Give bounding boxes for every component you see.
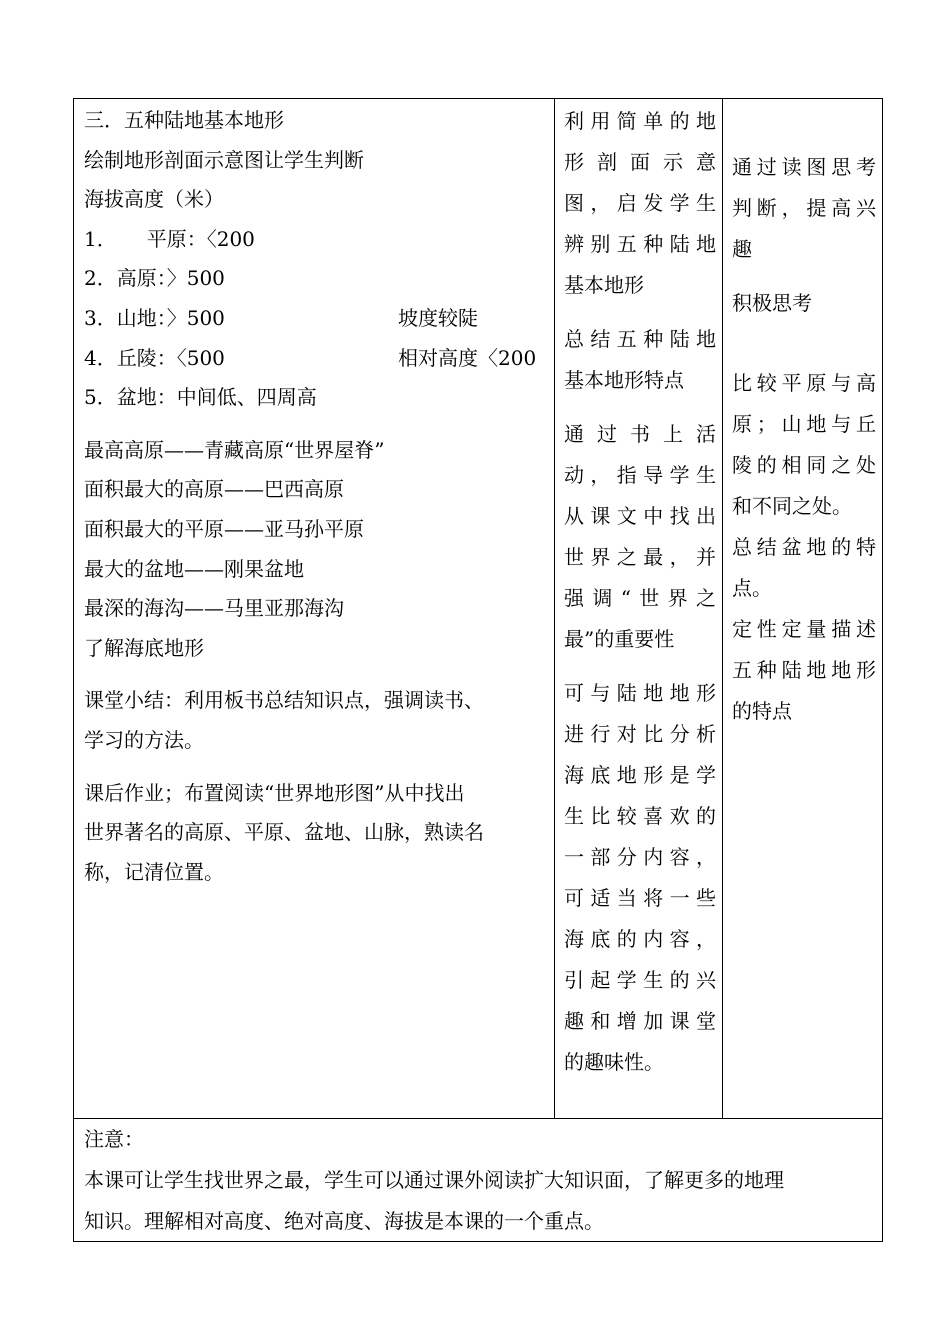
activity-line: 海底地形是学 [564,763,716,787]
altitude-label: 海拔高度（米） [84,187,224,212]
activity-line: 最”的重要性 [564,627,675,651]
activity-line: 通过书上活 [564,422,716,446]
student-line: 和不同之处。 [732,494,852,518]
student-line: 比较平原与高 [732,371,876,395]
student-line: 的特点 [732,699,792,723]
student-line: 陵的相同之处 [732,453,876,477]
landform-item: 3．山地：〉500 坡度较陡 [84,299,552,339]
summary-line: 学习的方法。 [84,727,204,752]
activity-line: 形剖面示意 [564,150,716,174]
activity-line: 生比较喜欢的 [564,804,716,828]
activity-line: 海底的内容， [564,927,716,951]
activity-line: 图，启发学生 [564,191,716,215]
homework-line: 世界著名的高原、平原、盆地、山脉，熟读名 [84,820,484,845]
activity-line: 世界之最，并 [564,545,716,569]
activity-line: 可与陆地地形 [564,681,716,705]
activity-line: 可适当将一些 [564,886,716,910]
activity-line: 基本地形特点 [564,368,684,392]
activity-line: 基本地形 [564,273,644,297]
notes-title: 注意： [84,1127,144,1151]
activity-line: 总结五种陆地 [564,327,716,351]
activity-line: 利用简单的地 [564,109,716,133]
column-divider [554,99,555,1118]
student-line: 点。 [732,576,772,600]
notes-line: 知识。理解相对高度、绝对高度、海拔是本课的一个重点。 [84,1209,604,1233]
notes-section [84,1119,876,1242]
activity-line: 强调“世界之 [564,586,716,610]
student-line: 总结盆地的特 [732,535,876,559]
summary-line: 课堂小结：利用板书总结知识点，强调读书、 [84,688,484,713]
student-activity-column [732,147,876,732]
column-divider [722,99,723,1118]
world-record: 最深的海沟——马里亚那海沟 [84,596,344,621]
landform-note: 坡度较陡 [398,305,478,330]
student-line: 五种陆地地形 [732,658,876,682]
notes-line: 本课可让学生找世界之最，学生可以通过课外阅读扩大知识面，了解更多的地理 [84,1168,784,1192]
landform-note: 相对高度〈200 [398,345,537,370]
student-line: 积极思考 [732,291,812,315]
landform-item: 2．高原：〉500 [84,266,225,291]
lesson-table [73,98,883,1242]
landform-item: 4．丘陵：〈500 相对高度〈200 [84,339,552,379]
activity-line: 动，指导学生 [564,463,716,487]
activity-line: 引起学生的兴 [564,968,716,992]
activity-line: 趣和增加课堂 [564,1009,716,1033]
activity-line: 一部分内容， [564,845,716,869]
world-record: 面积最大的平原——亚马孙平原 [84,516,364,541]
student-line: 通过读图思考 [732,155,876,179]
activity-line: 从课文中找出 [564,504,716,528]
activity-line: 的趣味性。 [564,1050,664,1074]
draw-instruction: 绘制地形剖面示意图让学生判断 [84,147,364,172]
student-line: 趣 [732,237,752,261]
world-record: 最大的盆地——刚果盆地 [84,556,304,581]
activity-line: 进行对比分析 [564,722,716,746]
world-record: 了解海底地形 [84,635,204,660]
teaching-content-column [84,101,552,892]
homework-line: 课后作业；布置阅读“世界地形图”从中找出 [84,780,465,805]
student-line: 定性定量描述 [732,617,876,641]
landform-item: 5．盆地：中间低、四周高 [84,385,317,410]
landform-item: 1． 平原：〈200 [84,226,255,251]
teacher-activity-column [564,101,716,1083]
activity-line: 辨别五种陆地 [564,232,716,256]
section-title: 三．五种陆地基本地形 [84,108,284,132]
homework-line: 称，记清位置。 [84,859,224,884]
world-record: 面积最大的高原——巴西高原 [84,477,344,502]
student-line: 原；山地与丘 [732,412,876,436]
student-line: 判断，提高兴 [732,196,876,220]
world-record: 最高高原——青藏高原“世界屋脊” [84,437,385,462]
